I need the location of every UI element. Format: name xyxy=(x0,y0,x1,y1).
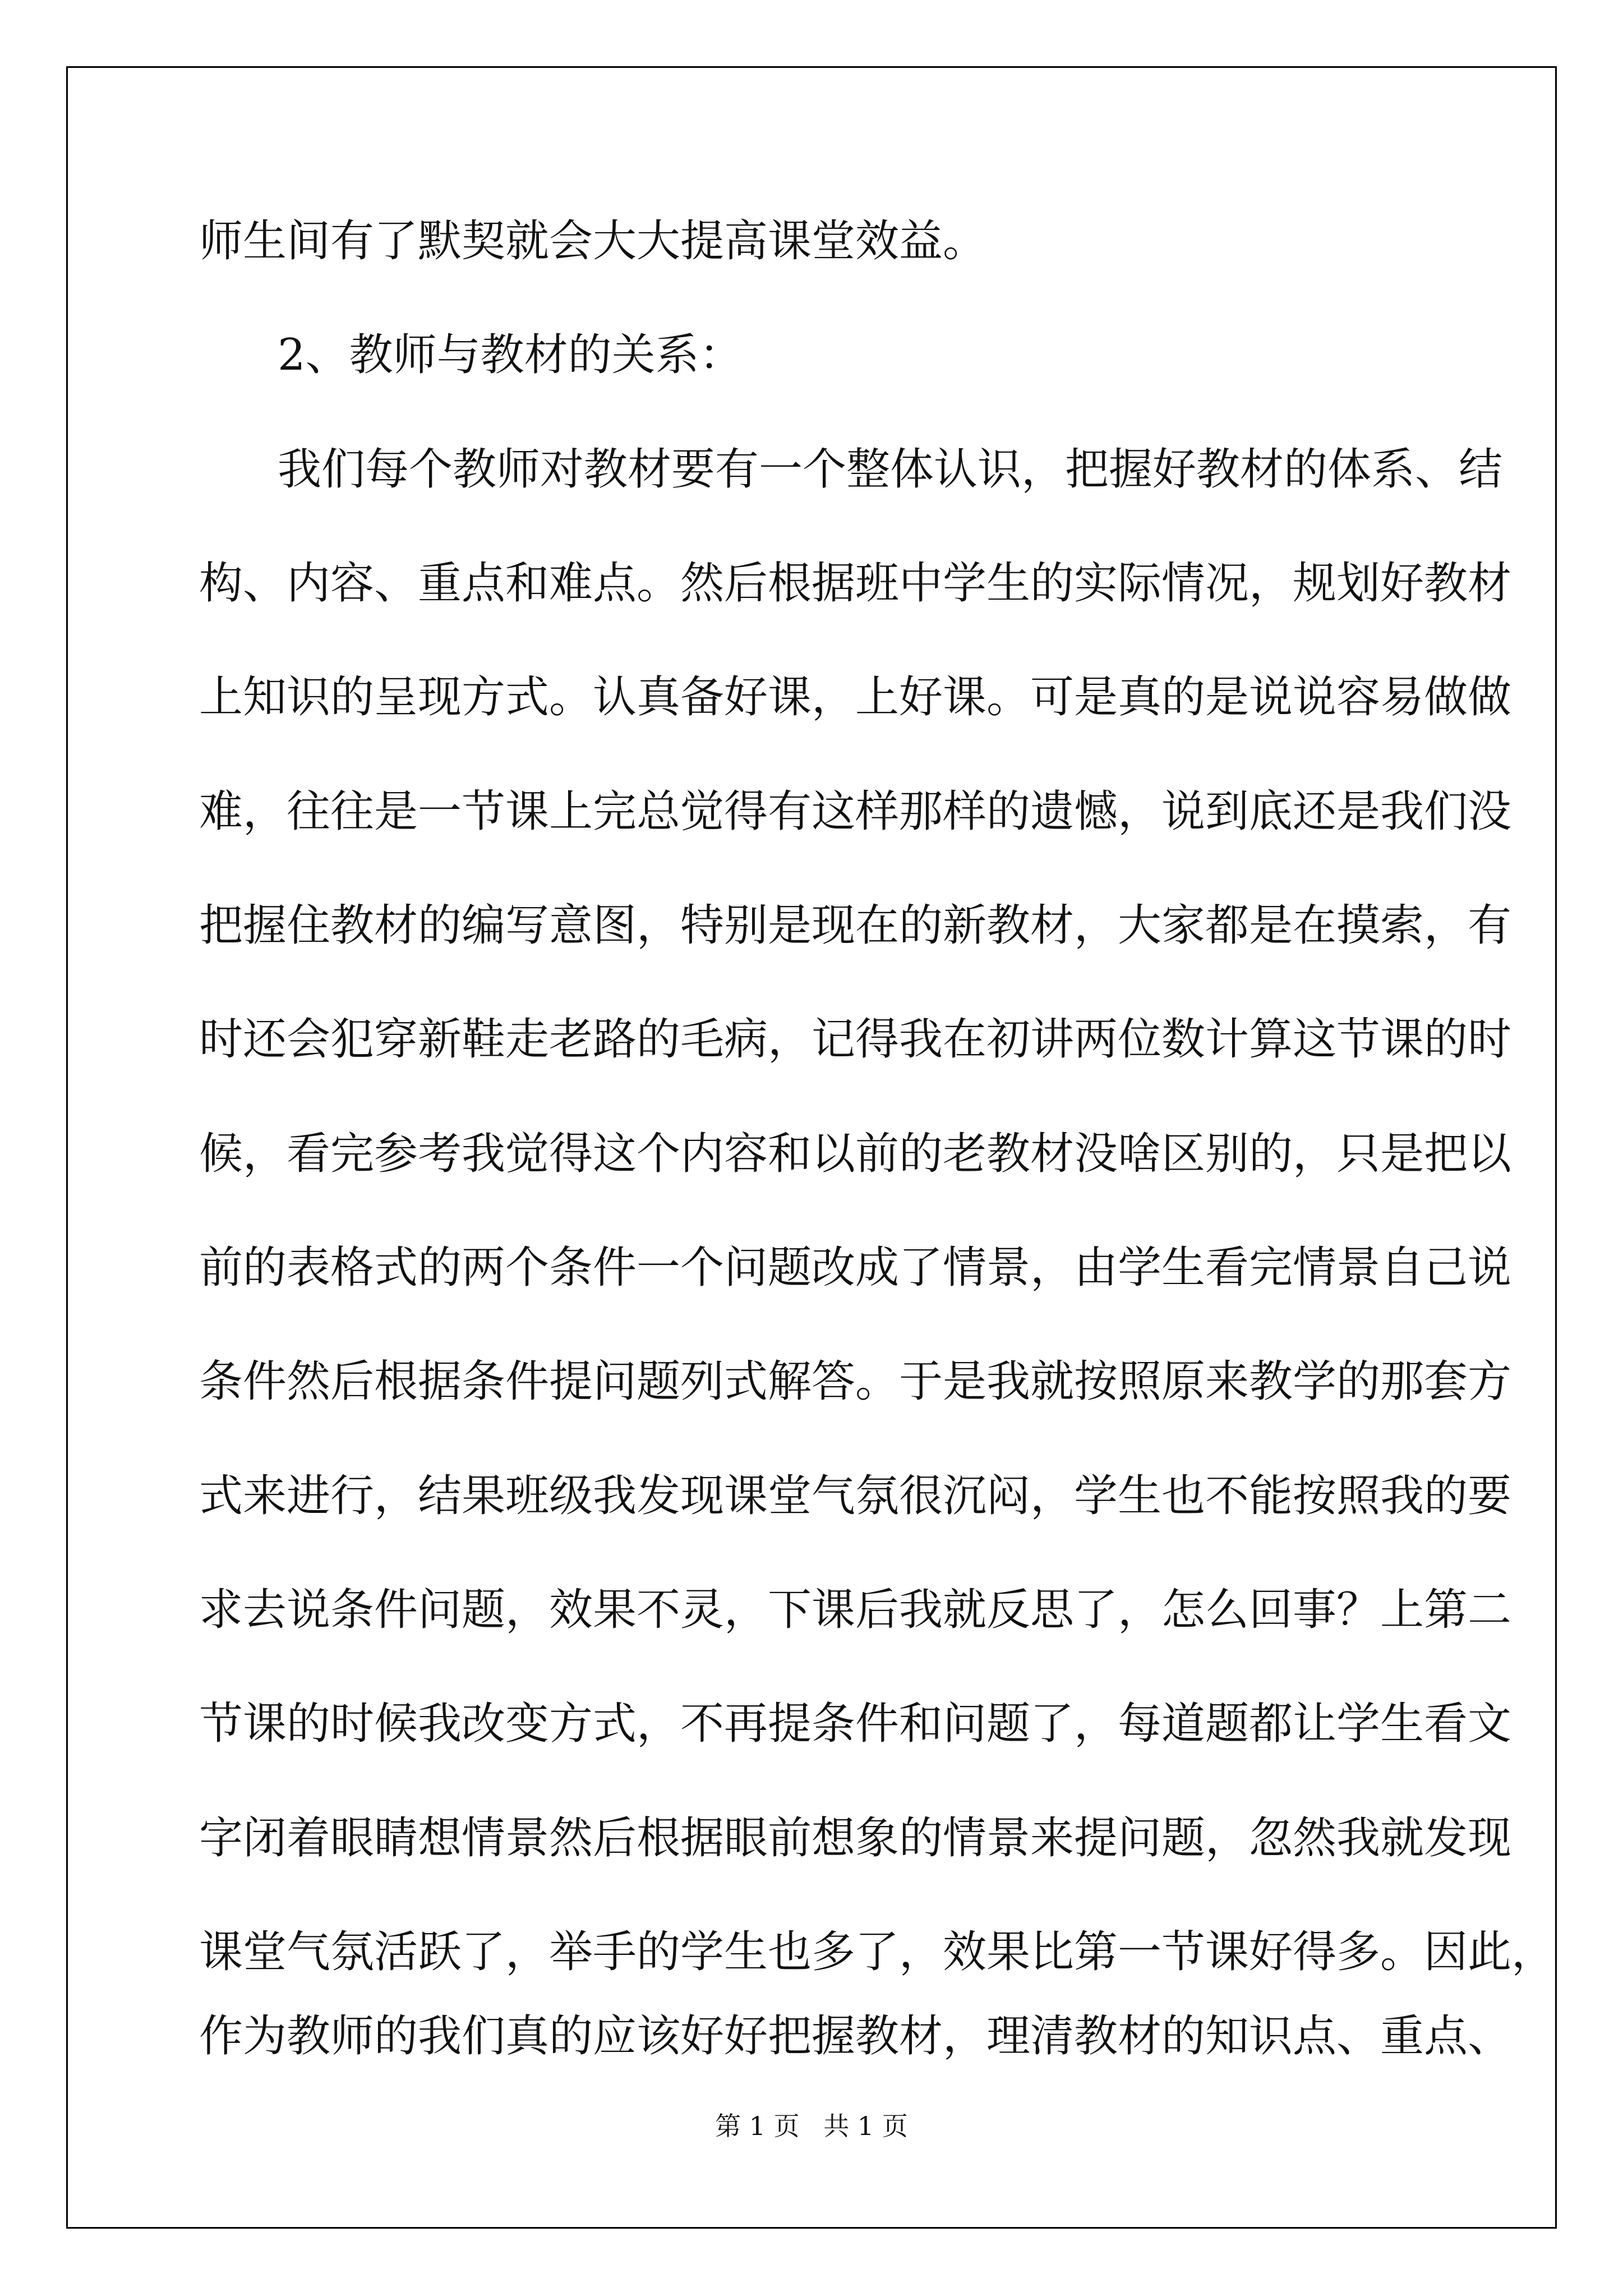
text-line-1: 师生间有了默契就会大大提高课堂效益。 xyxy=(199,216,987,266)
text-line-10: 前的表格式的两个条件一个问题改成了情景，由学生看完情景自己说 xyxy=(199,1243,1512,1293)
text-line-4: 构、内容、重点和难点。然后根据班中学生的实际情况，规划好教材 xyxy=(199,558,1512,609)
text-line-7: 把握住教材的编写意图，特别是现在的新教材，大家都是在摸索，有 xyxy=(199,900,1512,951)
text-line-6: 难，往往是一节课上完总觉得有这样那样的遗憾，说到底还是我们没 xyxy=(199,786,1512,837)
page-total: 共 1 页 xyxy=(823,2111,908,2141)
text-line-9: 候，看完参考我觉得这个内容和以前的老教材没啥区别的，只是把以 xyxy=(199,1129,1512,1179)
text-line-15: 字闭着眼睛想情景然后根据眼前想象的情景来提问题，忽然我就发现 xyxy=(199,1813,1512,1864)
section-heading: 2、教师与教材的关系： xyxy=(278,330,743,380)
page-footer xyxy=(0,2104,1623,2148)
text-line-5: 上知识的呈现方式。认真备好课，上好课。可是真的是说说容易做做 xyxy=(199,672,1512,723)
text-line-8: 时还会犯穿新鞋走老路的毛病，记得我在初讲两位数计算这节课的时 xyxy=(199,1014,1512,1065)
text-line-13: 求去说条件问题，效果不灵，下课后我就反思了，怎么回事？上第二 xyxy=(199,1585,1512,1635)
text-line-14: 节课的时候我改变方式，不再提条件和问题了，每道题都让学生看文 xyxy=(199,1699,1512,1749)
text-line-3: 我们每个教师对教材要有一个整体认识，把握好教材的体系、结 xyxy=(278,444,1503,495)
text-line-11: 条件然后根据条件提问题列式解答。于是我就按照原来教学的那套方 xyxy=(199,1356,1512,1407)
text-line-17: 作为教师的我们真的应该好好把握教材，理清教材的知识点、重点、 xyxy=(199,2011,1512,2062)
text-line-12: 式来进行，结果班级我发现课堂气氛很沉闷，学生也不能按照我的要 xyxy=(199,1471,1512,1521)
text-line-16: 课堂气氛活跃了，举手的学生也多了，效果比第一节课好得多。因此， xyxy=(199,1927,1556,1977)
page-number: 第 1 页 xyxy=(715,2111,800,2141)
